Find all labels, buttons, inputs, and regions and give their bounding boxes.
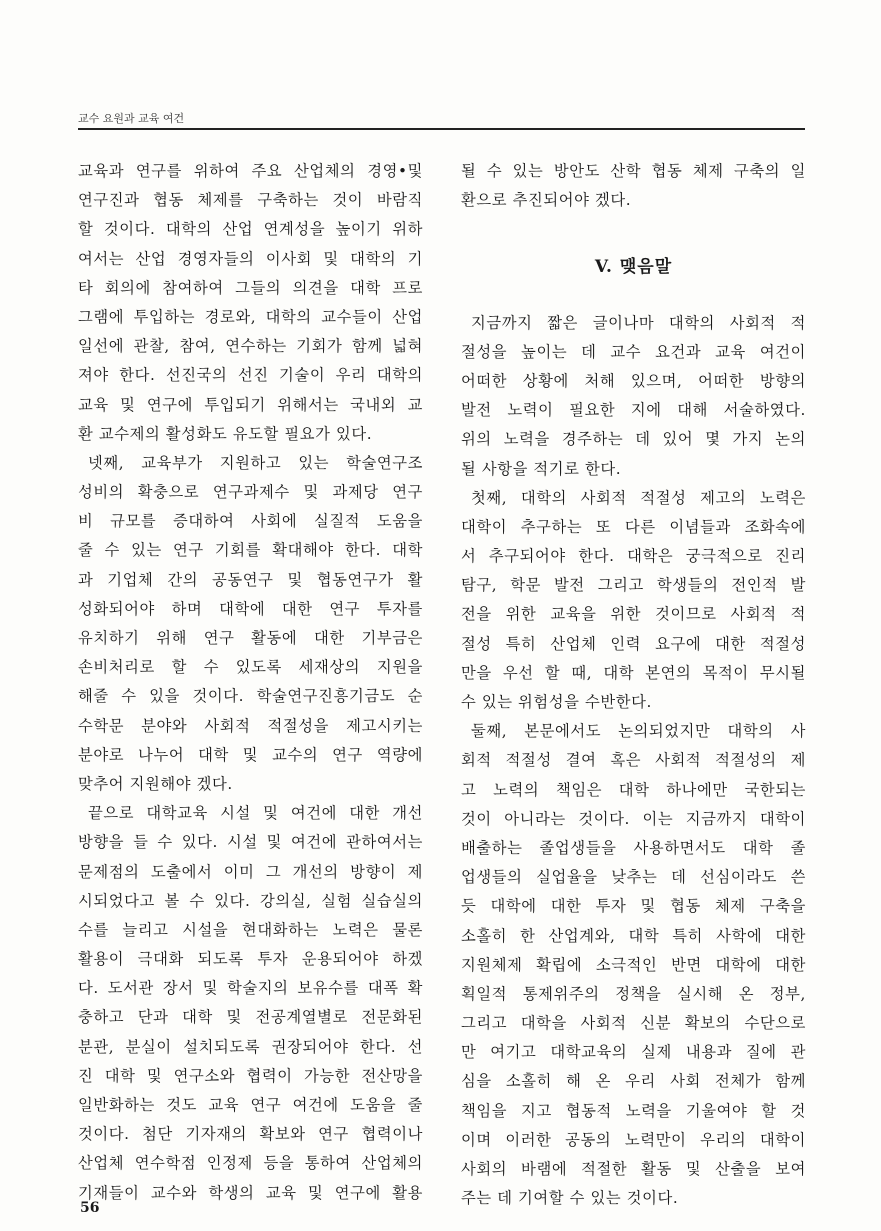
text-line: 유치하기 위해 연구 활동에 대한 기부금은 (78, 629, 423, 647)
left-column (78, 157, 423, 1208)
text-line: 첫째, 대학의 사회적 적절성 제고의 노력은 (471, 488, 806, 507)
text-line: 전을 위한 교육을 위한 것이므로 사회적 적 (461, 605, 806, 624)
right-column (461, 157, 806, 1213)
text-line: 탐구, 학문 발전 그리고 학생들의 전인적 발 (461, 576, 806, 595)
header-rule (78, 128, 805, 130)
text-line: 시되었다고 볼 수 있다. 강의실, 실험 실습실의 (78, 891, 423, 910)
spacer (461, 215, 806, 244)
text-line: 서 추구되어야 한다. 대학은 궁극적으로 진리 (461, 547, 806, 566)
text-line: 그리고 대학을 사회적 신분 확보의 수단으로 (461, 1014, 806, 1033)
text-line: 것이다. 첨단 기자재의 확보와 연구 협력이나 (78, 1125, 423, 1144)
right-column-intro (461, 157, 806, 215)
text-line: 수를 늘리고 시설을 현대화하는 노력은 물론 (78, 920, 423, 939)
text-line: 획일적 통제위주의 정책을 실시해 온 정부, (461, 984, 806, 1003)
text-line: 될 수 있는 방안도 산학 협동 체제 구축의 일 (461, 162, 806, 180)
text-line: 교육과 연구를 위하여 주요 산업체의 경영•및 (78, 162, 423, 180)
text-line: 할 것이다. 대학의 산업 연계성을 높이기 위하 (78, 220, 423, 239)
text-line: 진 대학 및 연구소와 협력이 가능한 전산망을 (78, 1066, 423, 1085)
text-line: 환 교수제의 활성화도 유도할 필요가 있다. (78, 424, 373, 443)
text-line: 성비의 확충으로 연구과제수 및 과제당 연구 (78, 483, 423, 502)
right-column-body (461, 309, 806, 1214)
text-line: 지원체제 확립에 소극적인 반면 대학에 대한 (461, 955, 806, 974)
text-line: 만을 우선 할 때, 대학 본연의 목적이 무시될 (461, 663, 806, 682)
text-line: 문제점의 도출에서 이미 그 개선의 방향이 제 (78, 862, 423, 881)
text-line: 절성 특히 산업체 인력 요구에 대한 적절성 (461, 634, 806, 653)
running-header: 교수 요원과 교육 여건 (78, 112, 185, 125)
text-line: 소홀히 한 산업계와, 대학 특히 사학에 대한 (461, 926, 806, 945)
text-line: 업생들의 실업율을 낮추는 데 선심이라도 쓴 (461, 868, 806, 887)
text-line: 분야로 나누어 대학 및 교수의 연구 역량에 (78, 745, 423, 764)
text-line: 사회의 바램에 적절한 활동 및 산출을 보여 (461, 1160, 806, 1178)
text-line: 책임을 지고 협동적 노력을 기울여야 할 것 (461, 1101, 806, 1120)
spacer (461, 289, 806, 309)
text-line: 고 노력의 책임은 대학 하나에만 국한되는 (461, 780, 806, 799)
text-line: 지금까지 짧은 글이나마 대학의 사회적 적 (471, 313, 806, 332)
text-line: 발전 노력이 필요한 지에 대해 서술하였다. (461, 401, 806, 420)
text-line: 과 기업체 간의 공동연구 및 협동연구가 활 (78, 570, 423, 589)
text-line: 수 있는 위험성을 수반한다. (461, 693, 652, 711)
text-line: 타 회의에 참여하여 그들의 의견을 대학 프로 (78, 278, 423, 297)
text-line: 기재들이 교수와 학생의 교육 및 연구에 활용 (78, 1183, 423, 1202)
section-heading: V. 맺음말 (594, 256, 673, 277)
text-line: 활용이 극대화 되도록 투자 운용되어야 하겠 (78, 950, 423, 969)
text-line: 이며 이러한 공동의 노력만이 우리의 대학이 (461, 1130, 806, 1149)
text-line: 넷째, 교육부가 지원하고 있는 학술연구조 (88, 453, 423, 472)
page-number: 56 (80, 1200, 100, 1216)
text-line: 배출하는 졸업생들을 사용하면서도 대학 졸 (461, 838, 806, 857)
text-line: 절성을 높이는 데 교수 요건과 교육 여건이 (461, 342, 806, 361)
text-line: 환으로 추진되어야 겠다. (461, 191, 632, 210)
text-line: 것이 아니라는 것이다. 이는 지금까지 대학이 (461, 809, 806, 828)
text-line: 맞추어 지원해야 겠다. (78, 774, 233, 793)
text-line: 교육 및 연구에 투입되기 위해서는 국내외 교 (78, 395, 423, 414)
text-line: 손비처리로 할 수 있도록 세재상의 지원을 (78, 658, 423, 677)
text-line: 해줄 수 있을 것이다. 학술연구진흥기금도 순 (78, 687, 423, 706)
text-line: 일선에 관찰, 참여, 연수하는 기회가 함께 넓혀 (78, 337, 423, 356)
text-line: 져야 한다. 선진국의 선진 기술이 우리 대학의 (78, 366, 423, 385)
text-line: 연구진과 협동 체제를 구축하는 것이 바람직 (78, 191, 423, 210)
text-line: 분관, 분실이 설치되도록 권장되어야 한다. 선 (78, 1037, 423, 1056)
text-line: 성화되어야 하며 대학에 대한 연구 투자를 (78, 599, 423, 618)
text-line: 여서는 산업 경영자들의 이사회 및 대학의 기 (78, 249, 423, 268)
text-line: 만 여기고 대학교육의 실제 내용과 질에 관 (461, 1043, 806, 1062)
text-line: 될 사항을 적기로 한다. (461, 459, 622, 478)
text-line: 심을 소홀히 해 온 우리 사회 전체가 함께 (461, 1072, 806, 1091)
text-line: 줄 수 있는 연구 기회를 확대해야 한다. 대학 (78, 541, 423, 560)
text-line: 다. 도서관 장서 및 학술지의 보유수를 대폭 확 (78, 979, 423, 998)
text-line: 끝으로 대학교육 시설 및 여건에 대한 개선 (88, 804, 423, 823)
text-line: 듯 대학에 대한 투자 및 협동 체제 구축을 (461, 897, 806, 916)
text-line: 수학문 분야와 사회적 적절성을 제고시키는 (78, 716, 423, 735)
text-line: 주는 데 기여할 수 있는 것이다. (461, 1189, 679, 1208)
text-line: 산업체 연수학점 인정제 등을 통하여 산업체의 (78, 1154, 423, 1173)
text-line: 일반화하는 것도 교육 연구 여건에 도움을 줄 (78, 1096, 423, 1114)
text-line: 회적 적절성 결여 혹은 사회적 적절성의 제 (461, 751, 806, 770)
text-line: 그램에 투입하는 경로와, 대학의 교수들이 산업 (78, 307, 423, 326)
text-line: 어떠한 상황에 처해 있으며, 어떠한 방향의 (461, 371, 806, 390)
text-line: 대학이 추구하는 또 다른 이념들과 조화속에 (461, 517, 806, 536)
text-line: 둘째, 본문에서도 논의되었지만 대학의 사 (471, 722, 806, 741)
text-line: 충하고 단과 대학 및 전공계열별로 전문화된 (78, 1008, 423, 1027)
text-line: 위의 노력을 경주하는 데 있어 몇 가지 논의 (461, 430, 806, 449)
text-line: 방향을 들 수 있다. 시설 및 여건에 관하여서는 (78, 833, 423, 852)
text-line: 비 규모를 증대하여 사회에 실질적 도움을 (78, 512, 423, 531)
